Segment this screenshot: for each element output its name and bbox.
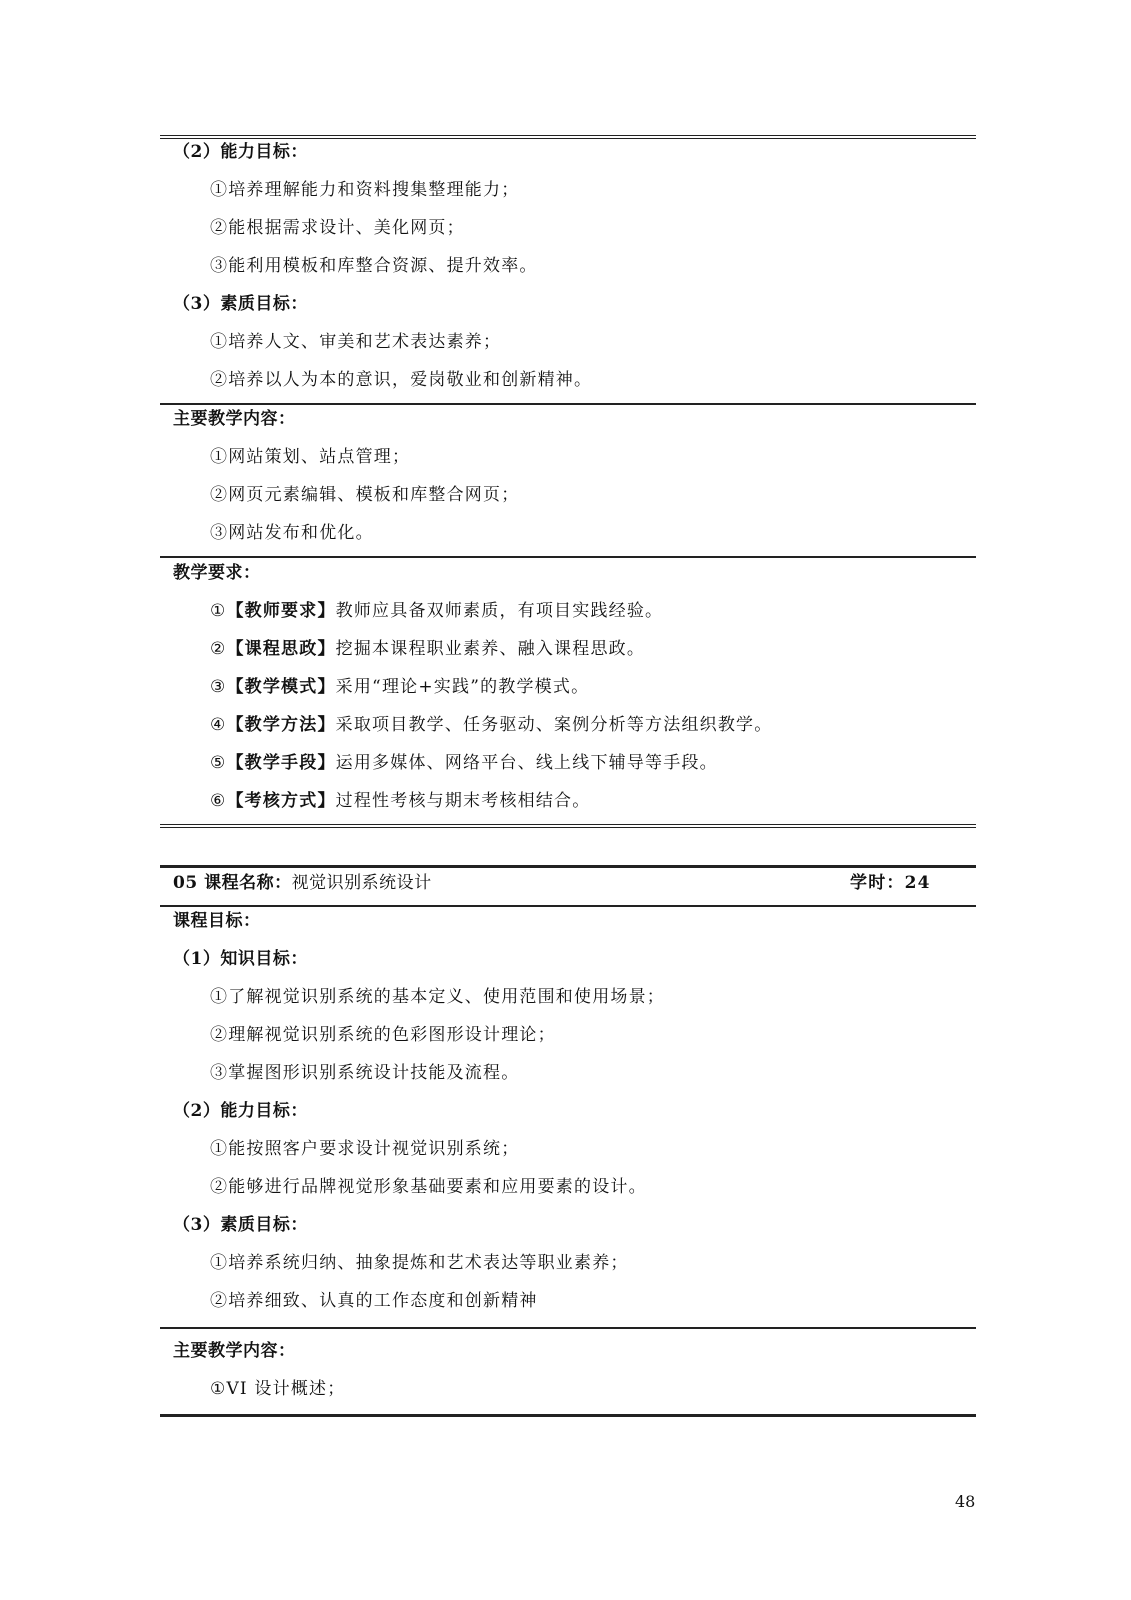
block-end-rule bbox=[160, 824, 976, 828]
knowledge-heading: （1）知识目标： bbox=[173, 949, 308, 969]
block-start-rule bbox=[160, 865, 976, 868]
list-item: ①能按照客户要求设计视觉识别系统； bbox=[210, 1139, 520, 1159]
divider bbox=[160, 556, 976, 558]
list-item: ③网站发布和优化。 bbox=[210, 523, 374, 543]
content-heading: 主要教学内容： bbox=[173, 1341, 296, 1361]
requirement-item: ③【教学模式】采用“理论+实践”的教学模式。 bbox=[210, 677, 590, 697]
ability-heading: （2）能力目标： bbox=[173, 1101, 308, 1121]
list-item: ②培养以人为本的意识，爱岗敬业和创新精神。 bbox=[210, 370, 593, 390]
page-number: 48 bbox=[955, 1492, 976, 1511]
list-item: ②理解视觉识别系统的色彩图形设计理论； bbox=[210, 1025, 556, 1045]
divider bbox=[160, 1327, 976, 1329]
list-item: ①培养人文、审美和艺术表达素养； bbox=[210, 332, 502, 352]
quality-heading: （3）素质目标： bbox=[173, 294, 308, 314]
requirement-item: ②【课程思政】挖掘本课程职业素养、融入课程思政。 bbox=[210, 639, 646, 659]
content-heading: 主要教学内容： bbox=[173, 409, 296, 429]
list-item: ①培养理解能力和资料搜集整理能力； bbox=[210, 180, 520, 200]
requirement-item: ④【教学方法】采取项目教学、任务驱动、案例分析等方法组织教学。 bbox=[210, 715, 773, 735]
list-item: ②能根据需求设计、美化网页； bbox=[210, 218, 465, 238]
divider bbox=[160, 905, 976, 907]
bottom-rule bbox=[160, 1414, 976, 1417]
divider bbox=[160, 403, 976, 405]
top-rule bbox=[160, 135, 976, 139]
list-item: ①VI 设计概述； bbox=[210, 1379, 346, 1399]
list-item: ②网页元素编辑、模板和库整合网页； bbox=[210, 485, 520, 505]
list-item: ③能利用模板和库整合资源、提升效率。 bbox=[210, 256, 538, 276]
requirements-heading: 教学要求： bbox=[173, 563, 261, 583]
list-item: ②能够进行品牌视觉形象基础要素和应用要素的设计。 bbox=[210, 1177, 647, 1197]
course-hours: 学时：24 bbox=[850, 873, 931, 893]
list-item: ①网站策划、站点管理； bbox=[210, 447, 411, 467]
list-item: ②培养细致、认真的工作态度和创新精神 bbox=[210, 1291, 538, 1311]
quality-heading: （3）素质目标： bbox=[173, 1215, 308, 1235]
list-item: ①培养系统归纳、抽象提炼和艺术表达等职业素养； bbox=[210, 1253, 629, 1273]
list-item: ①了解视觉识别系统的基本定义、使用范围和使用场景； bbox=[210, 987, 665, 1007]
requirement-item: ①【教师要求】教师应具备双师素质，有项目实践经验。 bbox=[210, 601, 664, 621]
ability-heading: （2）能力目标： bbox=[173, 142, 308, 162]
course-title: 05 课程名称：视觉识别系统设计 bbox=[173, 873, 432, 893]
goals-heading: 课程目标： bbox=[173, 911, 261, 931]
requirement-item: ⑤【教学手段】运用多媒体、网络平台、线上线下辅导等手段。 bbox=[210, 753, 718, 773]
requirement-item: ⑥【考核方式】过程性考核与期末考核相结合。 bbox=[210, 791, 591, 811]
list-item: ③掌握图形识别系统设计技能及流程。 bbox=[210, 1063, 520, 1083]
